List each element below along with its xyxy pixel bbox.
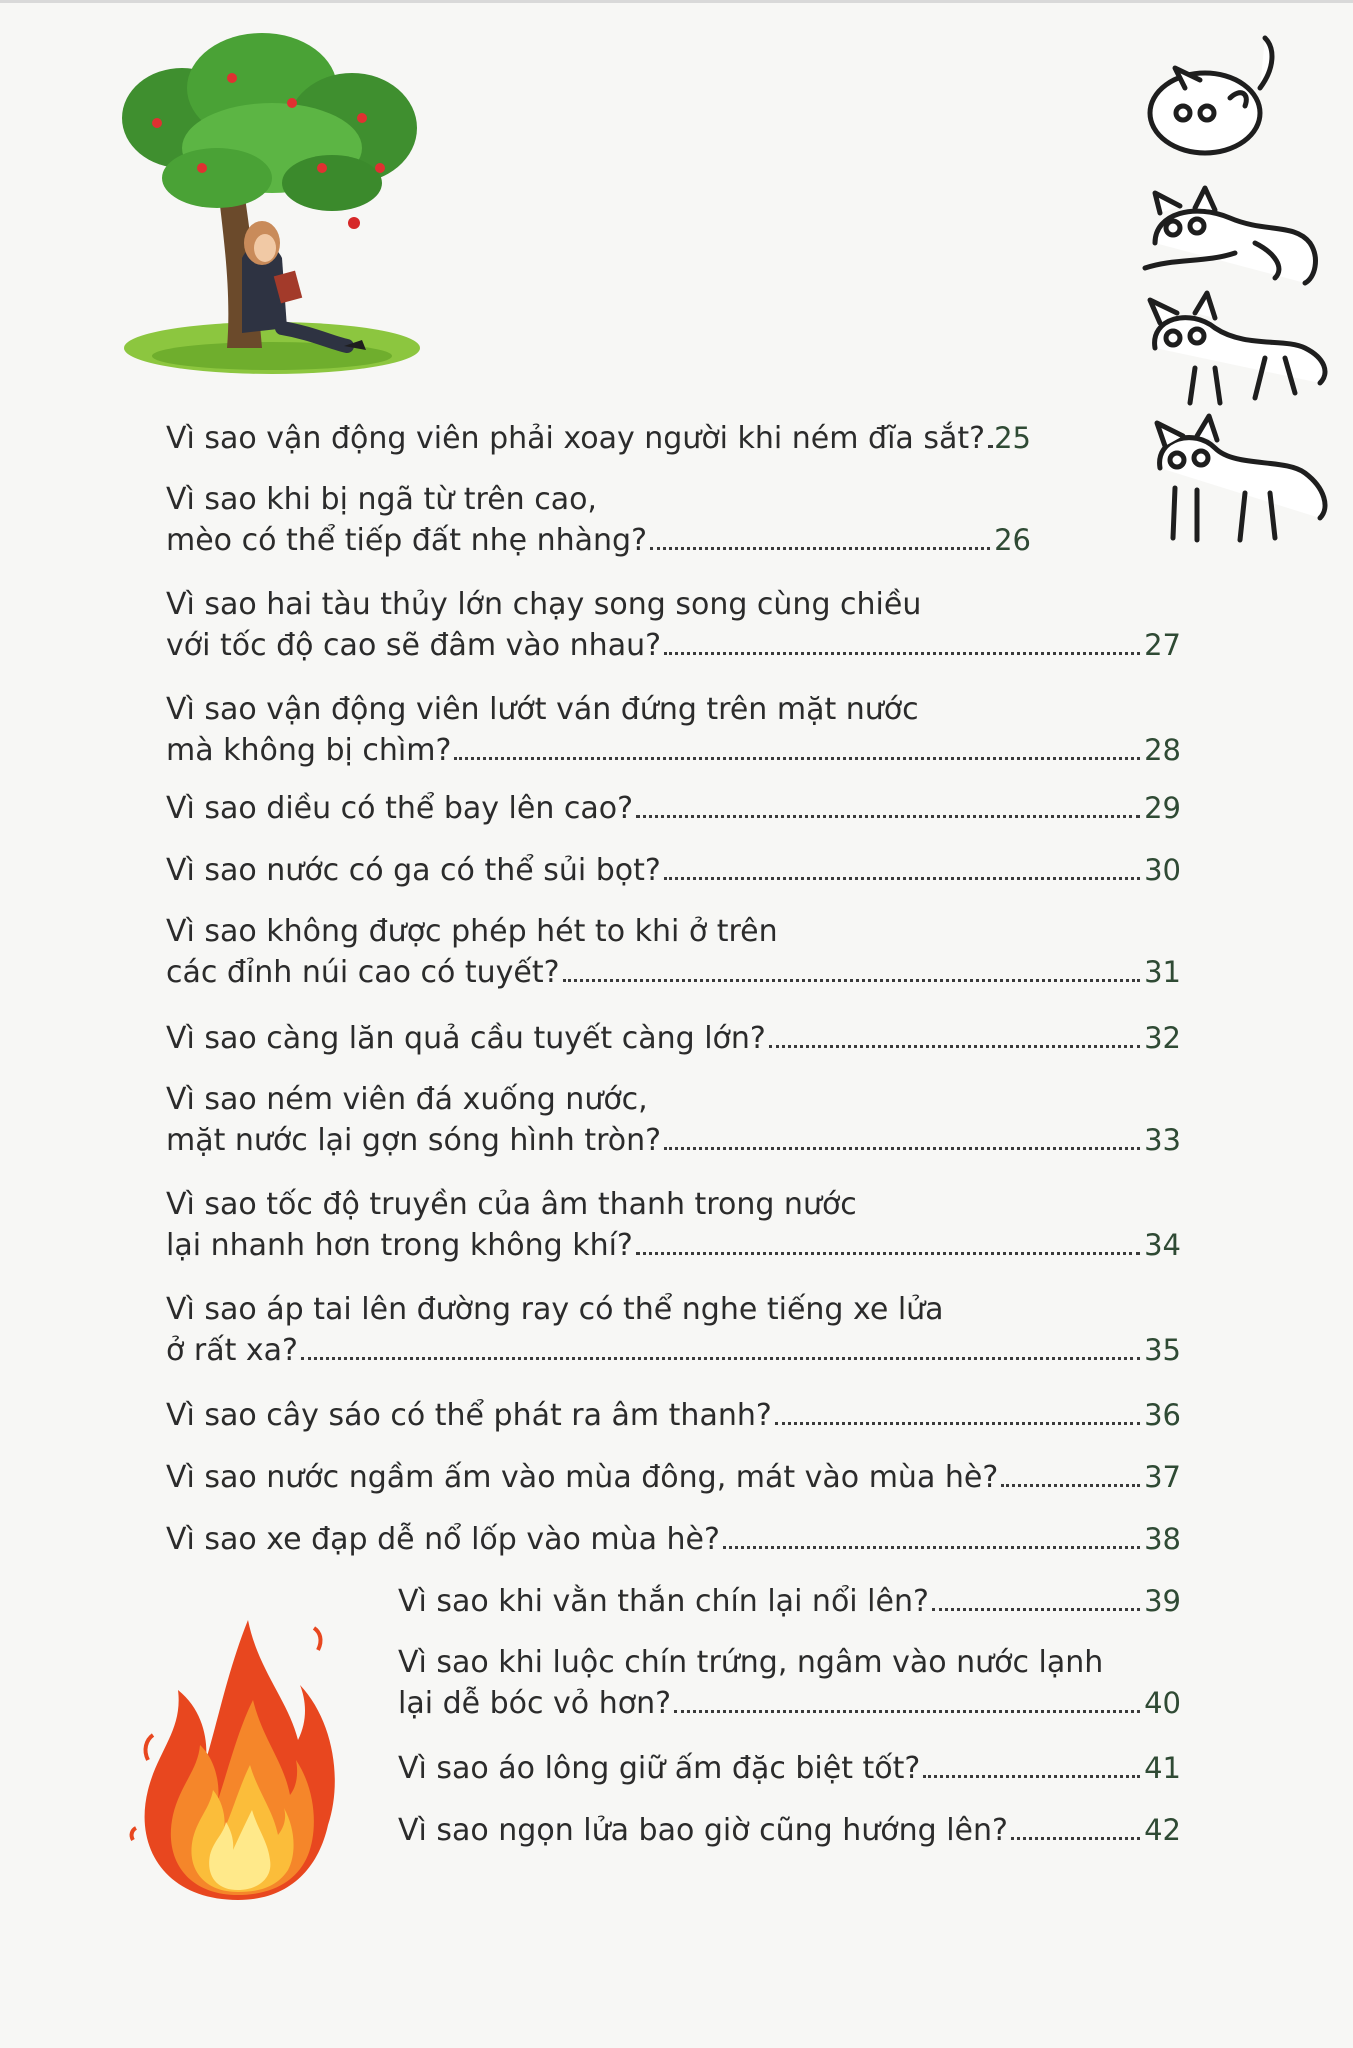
toc-page-number: 33 <box>1144 1123 1181 1157</box>
leader-dots <box>636 1244 1140 1255</box>
toc-page-number: 25 <box>994 421 1031 455</box>
toc-entry-title-line: Vì sao ném viên đá xuống nước, <box>166 1082 648 1117</box>
toc-page-number: 40 <box>1144 1686 1181 1720</box>
toc-entry[interactable] <box>166 1018 1181 1059</box>
toc-entry-title: Vì sao cây sáo có thể phát ra âm thanh? <box>166 1398 772 1433</box>
toc-entry-title-line: Vì sao vận động viên lướt ván đứng trên mặt nước <box>166 692 919 727</box>
toc-entry[interactable] <box>166 1395 1181 1436</box>
leader-dots <box>923 1767 1140 1778</box>
leader-dots <box>650 539 990 550</box>
toc-entry-title: Vì sao khi vằn thắn chín lại nổi lên? <box>398 1584 929 1619</box>
toc-page-number: 29 <box>1144 791 1181 825</box>
toc-entry-title: Vì sao nước có ga có thể sủi bọt? <box>166 853 661 888</box>
toc-entry[interactable] <box>166 1290 1181 1371</box>
toc-page-number: 42 <box>1144 1813 1181 1847</box>
toc-entry-title: Vì sao xe đạp dễ nổ lốp vào mùa hè? <box>166 1522 720 1557</box>
leader-dots <box>1011 1829 1140 1840</box>
toc-entry-title: với tốc độ cao sẽ đâm vào nhau? <box>166 628 662 663</box>
toc-entry[interactable] <box>398 1810 1181 1851</box>
toc-page-number: 30 <box>1144 853 1181 887</box>
toc-entry-title: Vì sao vận động viên phải xoay người khi ném đĩa sắt? <box>166 421 986 456</box>
toc-entry-title: ở rất xa? <box>166 1333 298 1368</box>
toc-entry[interactable] <box>166 1519 1181 1560</box>
toc-entry-title: lại nhanh hơn trong không khí? <box>166 1228 633 1263</box>
toc-entry[interactable] <box>166 912 1181 993</box>
toc-page-number: 39 <box>1144 1584 1181 1618</box>
toc-entry[interactable] <box>166 788 1181 829</box>
toc-entry[interactable] <box>166 418 1031 459</box>
leader-dots <box>1001 1476 1140 1487</box>
toc-page-number: 32 <box>1144 1021 1181 1055</box>
toc-entry[interactable] <box>166 480 1031 561</box>
toc-page-number: 31 <box>1144 955 1181 989</box>
toc-entry[interactable] <box>398 1643 1181 1724</box>
toc-page-number: 36 <box>1144 1398 1181 1432</box>
toc-entry-title: lại dễ bóc vỏ hơn? <box>398 1686 672 1721</box>
leader-dots <box>775 1414 1140 1425</box>
toc-page-number: 38 <box>1144 1522 1181 1556</box>
toc-entry-title-line: Vì sao không được phép hét to khi ở trên <box>166 914 778 949</box>
toc-page-number: 26 <box>994 523 1031 557</box>
toc-entry[interactable] <box>398 1581 1181 1622</box>
toc-entry[interactable] <box>166 850 1181 891</box>
leader-dots <box>664 644 1140 655</box>
toc-entry-title-line: Vì sao áp tai lên đường ray có thể nghe tiếng xe lửa <box>166 1292 944 1327</box>
toc-entry-title: Vì sao nước ngầm ấm vào mùa đông, mát vào mùa hè? <box>166 1460 999 1495</box>
toc-entry-title: mèo có thể tiếp đất nhẹ nhàng? <box>166 523 647 558</box>
toc-entry-title: mà không bị chìm? <box>166 733 452 768</box>
toc-entry-title-line: Vì sao khi bị ngã từ trên cao, <box>166 482 597 517</box>
toc-entry-title-line: Vì sao hai tàu thủy lớn chạy song song cùng chiều <box>166 587 922 622</box>
toc-page-number: 35 <box>1144 1333 1181 1367</box>
toc-entry-title: Vì sao càng lăn quả cầu tuyết càng lớn? <box>166 1021 766 1056</box>
leader-dots <box>301 1349 1140 1360</box>
toc-entry-title: Vì sao áo lông giữ ấm đặc biệt tốt? <box>398 1751 921 1786</box>
toc-entry[interactable] <box>166 690 1181 771</box>
toc-entry-title: Vì sao ngọn lửa bao giờ cũng hướng lên? <box>398 1813 1008 1848</box>
toc-entry-title: mặt nước lại gợn sóng hình tròn? <box>166 1123 662 1158</box>
leader-dots <box>769 1037 1140 1048</box>
leader-dots <box>674 1702 1140 1713</box>
toc-entry-title-line: Vì sao tốc độ truyền của âm thanh trong nước <box>166 1187 857 1222</box>
leader-dots <box>636 807 1140 818</box>
leader-dots <box>988 437 990 448</box>
toc-entry-title: Vì sao diều có thể bay lên cao? <box>166 791 634 826</box>
toc-page-number: 28 <box>1144 733 1181 767</box>
leader-dots <box>563 971 1141 982</box>
toc-page-number: 27 <box>1144 628 1181 662</box>
toc-page-number: 41 <box>1144 1751 1181 1785</box>
toc-entry[interactable] <box>398 1748 1181 1789</box>
leader-dots <box>454 749 1140 760</box>
toc-page-number: 34 <box>1144 1228 1181 1262</box>
toc-entry-title-line: Vì sao khi luộc chín trứng, ngâm vào nước lạnh <box>398 1645 1104 1680</box>
leader-dots <box>664 1139 1140 1150</box>
toc-page-number: 37 <box>1144 1460 1181 1494</box>
toc-entry[interactable] <box>166 1457 1181 1498</box>
leader-dots <box>932 1600 1140 1611</box>
leader-dots <box>664 869 1140 880</box>
toc-entry[interactable] <box>166 1185 1181 1266</box>
toc-entry[interactable] <box>166 1080 1181 1161</box>
leader-dots <box>723 1538 1140 1549</box>
toc-entry[interactable] <box>166 585 1181 666</box>
toc-entry-title: các đỉnh núi cao có tuyết? <box>166 955 560 990</box>
